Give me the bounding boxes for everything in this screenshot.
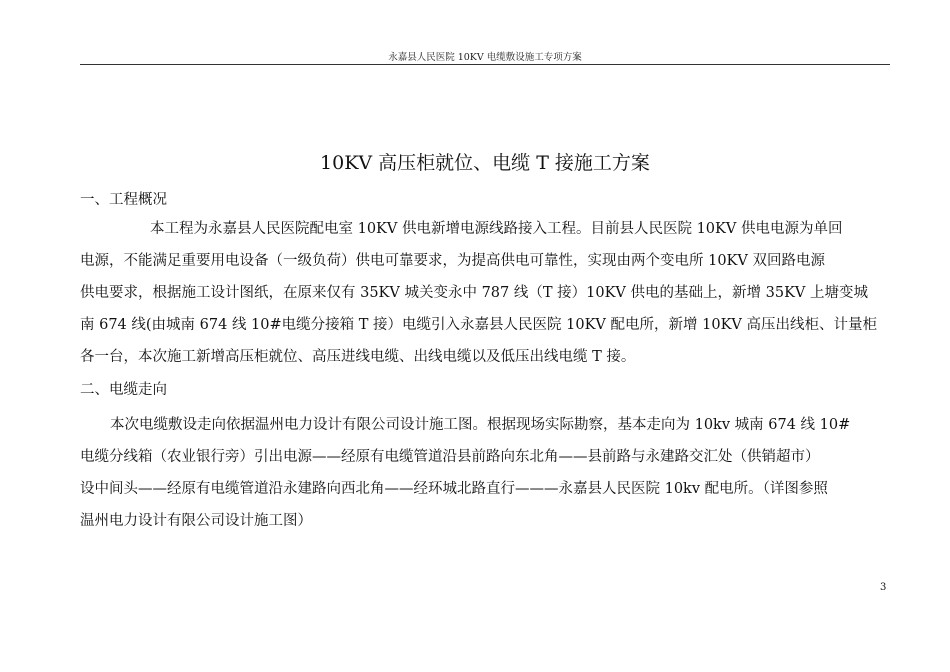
section-paragraph-cable-route: [80, 409, 892, 537]
paragraph-line: 各一台，本次施工新增高压柜就位、高压进线电缆、出线电缆以及低压出线电缆 T 接。: [80, 349, 636, 365]
paragraph-line: 本工程为永嘉县人民医院配电室 10KV 供电新增电源线路接入工程。目前县人民医院 10KV 供电电源为单回: [150, 221, 843, 237]
paragraph-line: 供电要求，根据施工设计图纸，在原来仅有 35KV 城关变永中 787 线（T 接）10KV 供电的基础上，新增 35KV 上塘变城: [80, 285, 868, 301]
running-header: 永嘉县人民医院 10KV 电缆敷设施工专项方案: [388, 52, 582, 63]
paragraph-line: 电源，不能满足重要用电设备（一级负荷）供电可靠要求，为提高供电可靠性，实现由两个变电所 10KV 双回路电源: [80, 253, 825, 269]
page-number: 3: [880, 582, 887, 593]
paragraph-line: 设中间头——经原有电缆管道沿永建路向西北角——经环城北路直行———永嘉县人民医院 10kv 配电所。（详图参照: [80, 481, 828, 497]
header-rule: [80, 64, 890, 65]
section-heading-cable-route: 二、电缆走向: [80, 382, 167, 398]
paragraph-line: 本次电缆敷设走向依据温州电力设计有限公司设计施工图。根据现场实际勘察，基本走向为 10kv 城南 674 线 10#: [110, 417, 851, 433]
paragraph-line: 温州电力设计有限公司设计施工图）: [80, 513, 312, 529]
section-heading-overview: 一、工程概况: [80, 192, 167, 208]
paragraph-line: 南 674 线(由城南 674 线 10#电缆分接箱 T 接）电缆引入永嘉县人民医院 10KV 配电所，新增 10KV 高压出线柜、计量柜: [80, 317, 877, 333]
document-title: 10KV 高压柜就位、电缆 T 接施工方案: [320, 152, 650, 174]
paragraph-line: 电缆分线箱（农业银行旁）引出电源——经原有电缆管道沿县前路向东北角——县前路与永建路交汇处（供销超市）: [80, 449, 820, 465]
section-paragraph-overview: [80, 213, 892, 373]
